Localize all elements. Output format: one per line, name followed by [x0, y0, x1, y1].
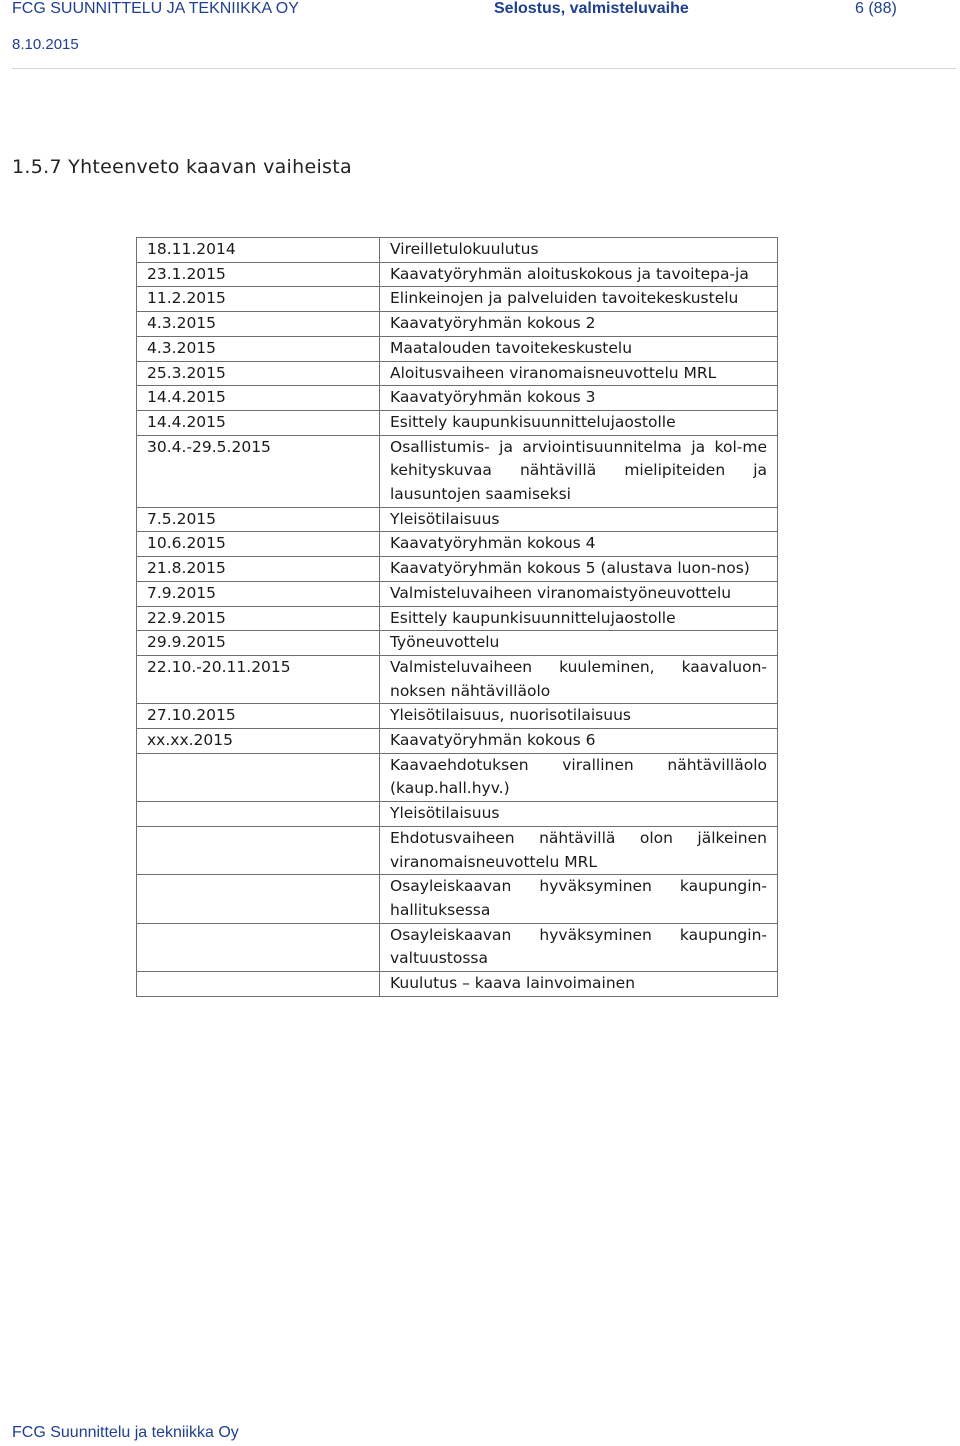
row-description: Kaavatyöryhmän aloituskokous ja tavoitepa-ja [380, 262, 778, 287]
row-date [137, 972, 380, 997]
row-date: 29.9.2015 [137, 631, 380, 656]
row-description: Elinkeinojen ja palveluiden tavoitekeskustelu [380, 287, 778, 312]
row-description: Maatalouden tavoitekeskustelu [380, 336, 778, 361]
table-row [137, 435, 778, 507]
row-description: Kaavatyöryhmän kokous 4 [380, 532, 778, 557]
section-title: 1.5.7 Yhteenveto kaavan vaiheista [12, 156, 352, 178]
row-date: 25.3.2015 [137, 361, 380, 386]
table-row [137, 361, 778, 386]
row-date: 7.9.2015 [137, 581, 380, 606]
phase-summary-table [136, 237, 778, 997]
header-date: 8.10.2015 [12, 36, 79, 53]
row-date: 27.10.2015 [137, 704, 380, 729]
row-date: 7.5.2015 [137, 507, 380, 532]
row-description: Valmisteluvaiheen viranomaistyöneuvottelu [380, 581, 778, 606]
table-row [137, 238, 778, 263]
row-description: Aloitusvaiheen viranomaisneuvottelu MRL [380, 361, 778, 386]
header-page-number: 6 (88) [855, 0, 897, 17]
table-row [137, 557, 778, 582]
row-description: Ehdotusvaiheen nähtävillä olon jälkeinen viranomaisneuvottelu MRL [380, 826, 778, 874]
row-description: Esittely kaupunkisuunnittelujaostolle [380, 606, 778, 631]
row-date: xx.xx.2015 [137, 729, 380, 754]
row-description: Kaavatyöryhmän kokous 2 [380, 312, 778, 337]
row-description: Kaavatyöryhmän kokous 3 [380, 386, 778, 411]
table-row [137, 631, 778, 656]
table-row [137, 581, 778, 606]
row-date: 30.4.-29.5.2015 [137, 435, 380, 507]
row-date: 18.11.2014 [137, 238, 380, 263]
row-date: 14.4.2015 [137, 386, 380, 411]
table-row [137, 655, 778, 703]
table-row [137, 606, 778, 631]
row-description: Yleisötilaisuus [380, 802, 778, 827]
table-row [137, 802, 778, 827]
row-description: Kaavaehdotuksen virallinen nähtävilläolo (kaup.hall.hyv.) [380, 753, 778, 801]
table-row [137, 972, 778, 997]
row-description: Vireilletulokuulutus [380, 238, 778, 263]
row-description: Yleisötilaisuus [380, 507, 778, 532]
header-document-title: Selostus, valmisteluvaihe [494, 0, 689, 17]
table-row [137, 729, 778, 754]
row-description: Osayleiskaavan hyväksyminen kaupungin-valtuustossa [380, 923, 778, 971]
header-company: FCG SUUNNITTELU JA TEKNIIKKA OY [12, 0, 299, 17]
row-date: 11.2.2015 [137, 287, 380, 312]
table-row [137, 704, 778, 729]
row-date [137, 753, 380, 801]
table-row [137, 532, 778, 557]
table-row [137, 312, 778, 337]
table-row [137, 875, 778, 923]
row-date: 23.1.2015 [137, 262, 380, 287]
row-date: 4.3.2015 [137, 312, 380, 337]
row-date: 22.9.2015 [137, 606, 380, 631]
row-date: 14.4.2015 [137, 410, 380, 435]
table-row [137, 287, 778, 312]
row-description: Työneuvottelu [380, 631, 778, 656]
row-date [137, 802, 380, 827]
row-description: Osayleiskaavan hyväksyminen kaupungin-hallituksessa [380, 875, 778, 923]
table-row [137, 262, 778, 287]
row-description: Osallistumis- ja arviointisuunnitelma ja kol-me kehityskuvaa nähtävillä mielipiteiden ja lausuntojen saamiseksi [380, 435, 778, 507]
table-row [137, 336, 778, 361]
table-row [137, 507, 778, 532]
row-description: Kaavatyöryhmän kokous 5 (alustava luon-nos) [380, 557, 778, 582]
row-description: Esittely kaupunkisuunnittelujaostolle [380, 410, 778, 435]
table-row [137, 410, 778, 435]
table-body [137, 238, 778, 997]
row-description: Valmisteluvaiheen kuuleminen, kaavaluon-noksen nähtävilläolo [380, 655, 778, 703]
row-description: Kaavatyöryhmän kokous 6 [380, 729, 778, 754]
row-date: 21.8.2015 [137, 557, 380, 582]
row-date: 22.10.-20.11.2015 [137, 655, 380, 703]
table-row [137, 923, 778, 971]
table-row [137, 753, 778, 801]
header-divider [12, 68, 956, 69]
page-header [0, 0, 960, 70]
row-description: Yleisötilaisuus, nuorisotilaisuus [380, 704, 778, 729]
row-date: 4.3.2015 [137, 336, 380, 361]
table-row [137, 826, 778, 874]
row-date [137, 875, 380, 923]
footer-company: FCG Suunnittelu ja tekniikka Oy [12, 1424, 239, 1441]
row-date [137, 923, 380, 971]
row-description: Kuulutus – kaava lainvoimainen [380, 972, 778, 997]
row-date [137, 826, 380, 874]
row-date: 10.6.2015 [137, 532, 380, 557]
table-row [137, 386, 778, 411]
